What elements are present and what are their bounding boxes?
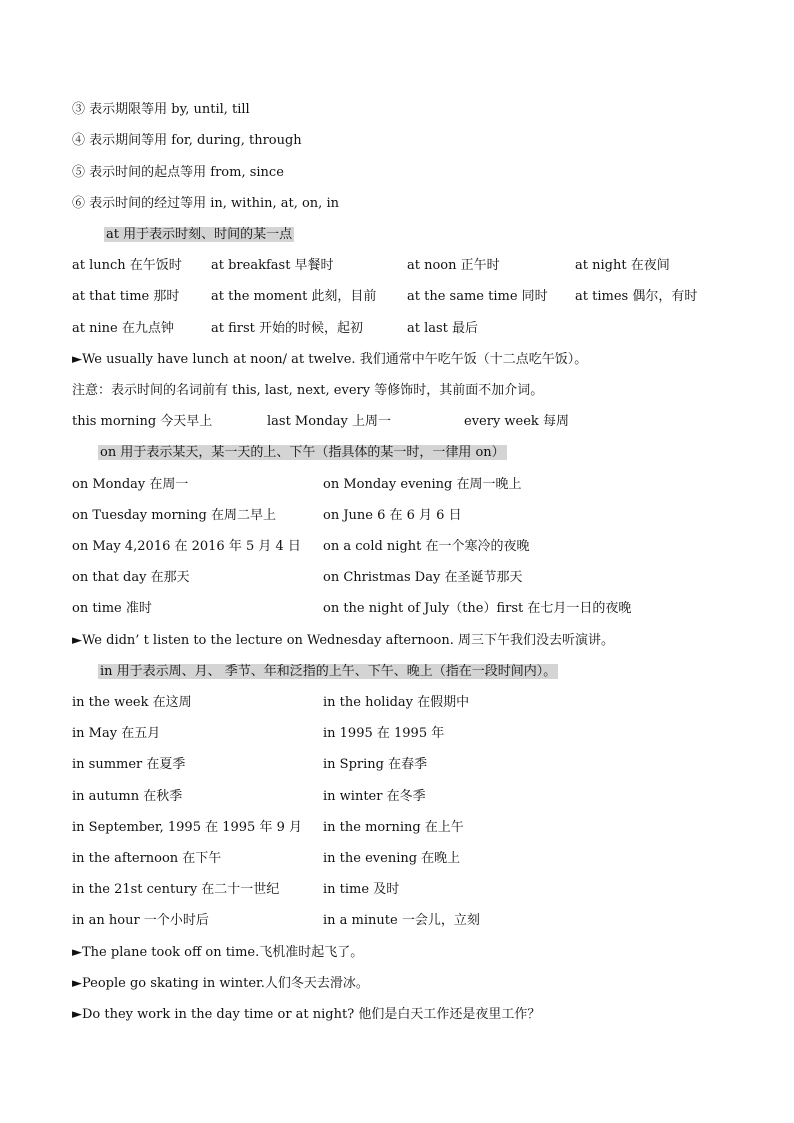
note-example: every week 每周 [464, 414, 569, 429]
in-row-5 [0, 818, 794, 838]
in-row-2 [0, 724, 794, 744]
in-example-sentence: ►Do they work in the day time or at night? 他们是白天工作还是夜里工作？ [72, 1007, 541, 1022]
in-phrase: in time 及时 [323, 882, 400, 897]
in-phrase: in autumn 在秋季 [72, 789, 183, 804]
in-phrase: in the afternoon 在下午 [72, 851, 222, 866]
on-phrase: on that day 在那天 [72, 570, 190, 585]
in-row-6 [0, 849, 794, 869]
at-phrase: at that time 那时 [72, 289, 180, 304]
in-phrase: in Spring 在春季 [323, 757, 428, 772]
in-phrase: in an hour 一个小时后 [72, 913, 209, 928]
at-phrase: at nine 在九点钟 [72, 321, 174, 336]
in-phrase: in the week 在这周 [72, 695, 192, 710]
in-section-heading [98, 662, 558, 682]
usage-item-3: ③ 表示期限等用 by, until, till [72, 102, 250, 117]
in-phrase: in summer 在夏季 [72, 757, 186, 772]
at-example-sentence: ►We usually have lunch at noon/ at twelve. 我们通常中午吃午饭（十二点吃午饭）。 [72, 352, 588, 367]
note-example: last Monday 上周一 [267, 414, 391, 429]
in-row-1 [0, 693, 794, 713]
on-phrase: on Monday evening 在周一晚上 [323, 477, 522, 492]
on-phrase: on June 6 在 6 月 6 日 [323, 508, 462, 523]
on-heading-highlight: on 用于表示某天，某一天的上、下午（指具体的某一时，一律用 on） [100, 445, 505, 460]
on-row-5 [0, 599, 794, 619]
at-heading-highlight: at 用于表示时刻、时间的某一点 [106, 227, 293, 242]
at-phrase: at times 偶尔，有时 [575, 289, 698, 304]
in-phrase: in the evening 在晚上 [323, 851, 461, 866]
in-row-7 [0, 880, 794, 900]
at-row-3 [0, 319, 794, 339]
on-row-4 [0, 568, 794, 588]
at-phrase: at first 开始的时候，起初 [211, 321, 364, 336]
in-phrase: in 1995 在 1995 年 [323, 726, 445, 741]
at-phrase: at last 最后 [407, 321, 479, 336]
on-phrase: on a cold night 在一个寒冷的夜晚 [323, 539, 530, 554]
in-heading-highlight: in 用于表示周、月、 季节、年和泛指的上午、下午、晚上（指在一段时间内）。 [100, 664, 557, 679]
at-section-heading [104, 225, 294, 245]
in-phrase: in the holiday 在假期中 [323, 695, 470, 710]
in-phrase: in the morning 在上午 [323, 820, 464, 835]
at-row-2 [0, 287, 794, 307]
on-row-2 [0, 506, 794, 526]
on-example-sentence: ►We didn’ t listen to the lecture on Wednesday afternoon. 周三下午我们没去听演讲。 [72, 633, 614, 648]
at-phrase: at the same time 同时 [407, 289, 548, 304]
on-section-heading [98, 443, 507, 463]
on-phrase: on Christmas Day 在圣诞节那天 [323, 570, 523, 585]
in-phrase: in the 21st century 在二十一世纪 [72, 882, 280, 897]
at-row-1 [0, 256, 794, 276]
note-examples-row [0, 412, 794, 432]
at-phrase: at lunch 在午饭时 [72, 258, 182, 273]
on-row-1 [0, 475, 794, 495]
in-phrase: in a minute 一会儿，立刻 [323, 913, 480, 928]
usage-item-6: ⑥ 表示时间的经过等用 in, within, at, on, in [72, 196, 339, 211]
in-phrase: in September, 1995 在 1995 年 9 月 [72, 820, 302, 835]
at-phrase: at noon 正午时 [407, 258, 500, 273]
in-phrase: in winter 在冬季 [323, 789, 426, 804]
at-phrase: at the moment 此刻，目前 [211, 289, 377, 304]
in-row-4 [0, 787, 794, 807]
in-row-3 [0, 755, 794, 775]
at-phrase: at breakfast 早餐时 [211, 258, 334, 273]
on-phrase: on Monday 在周一 [72, 477, 189, 492]
on-phrase: on May 4,2016 在 2016 年 5 月 4 日 [72, 539, 301, 554]
usage-item-4: ④ 表示期间等用 for, during, through [72, 133, 302, 148]
note-example: this morning 今天早上 [72, 414, 213, 429]
in-example-sentence: ►People go skating in winter.人们冬天去滑冰。 [72, 976, 369, 991]
on-row-3 [0, 537, 794, 557]
on-phrase: on the night of July（the）first 在七月一日的夜晚 [323, 601, 632, 616]
at-phrase: at night 在夜间 [575, 258, 670, 273]
usage-item-5: ⑤ 表示时间的起点等用 from, since [72, 165, 284, 180]
in-row-8 [0, 911, 794, 931]
in-example-sentence: ►The plane took off on time.飞机准时起飞了。 [72, 945, 364, 960]
at-note: 注意：表示时间的名词前有 this, last, next, every 等修饰时，其前面不加介词。 [72, 383, 544, 398]
on-phrase: on Tuesday morning 在周二早上 [72, 508, 277, 523]
in-phrase: in May 在五月 [72, 726, 161, 741]
on-phrase: on time 准时 [72, 601, 152, 616]
